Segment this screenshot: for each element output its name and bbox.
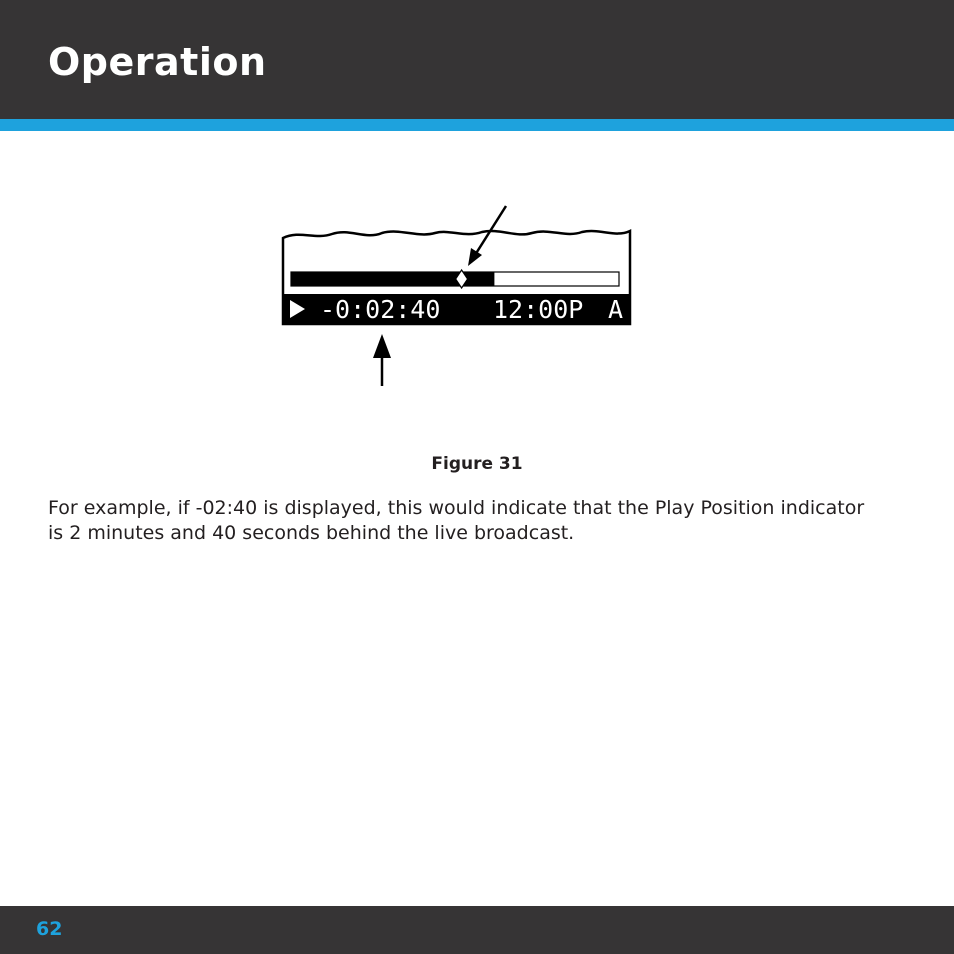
page-title: Operation: [48, 40, 267, 84]
page-number: 62: [36, 918, 63, 940]
display-figure: [270, 200, 650, 400]
time-arrow-head: [373, 334, 391, 358]
time-display: -0:02:40: [320, 295, 441, 324]
figure-caption: Figure 31: [431, 454, 523, 474]
body-paragraph: For example, if -02:40 is displayed, this would indicate that the Play Position indicator is 2 minutes and 40 seconds behind the live broadcast.: [48, 497, 865, 544]
mode-indicator: A: [608, 295, 624, 324]
clock-display: 12:00P: [493, 295, 584, 324]
page-footer: [0, 906, 954, 954]
accent-bar: [0, 119, 954, 131]
